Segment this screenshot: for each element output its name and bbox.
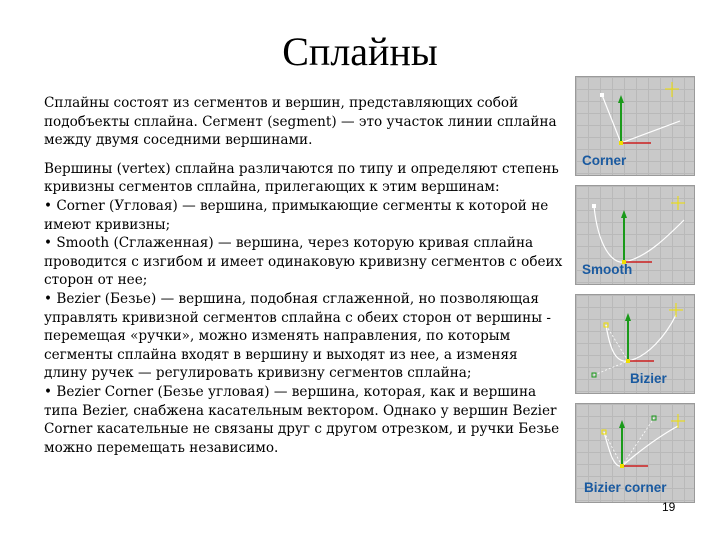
bezier-corner-label: Bizier corner <box>584 480 667 495</box>
slide-title: Сплайны <box>282 29 438 74</box>
bullet-bezier-corner: • Bezier Corner (Безье угловая) — вершина, которая, как и вершина типа Bezier, снабжена касательным вектором. Однако у вершин Bezier Corner касательные не связаны друг с другом отрезком, и ручки Безье можно перемещать независимо. <box>44 383 560 456</box>
bullet-corner: • Corner (Угловая) — вершина, примыкающие сегменты к которой не имеют кривизны; <box>44 197 549 233</box>
vertices-intro: Вершины (vertex) сплайна различаются по типу и определяют степень кривизны сегментов сплайна, прилегающих к этим вершинам: <box>44 160 559 196</box>
bezier-label: Bizier <box>630 371 667 386</box>
bezier-corner-vertex-illustration <box>575 403 695 503</box>
bullet-bezier: • Bezier (Безье) — вершина, подобная сглаженной, но позволяющая управлять кривизной сегментов сплайна с обеих сторон от вершины - перемещая «ручки», можно изменять направления, по которым сегменты сплайна входят в вершину и выходят из нее, а изменяя длину ручек — регулировать кривизну сегментов сплайна; <box>44 290 551 382</box>
smooth-vertex-illustration <box>575 185 695 285</box>
paragraph-splines: Сплайны состоят из сегментов и вершин, представляющих собой подобъекты сплайна. Сегмент (segment) — это участок линии сплайна между двумя соседними вершинами. <box>44 95 557 149</box>
bullet-smooth: • Smooth (Сглаженная) — вершина, через которую кривая сплайна проводится с изгибом и имеет одинаковую кривизну сегментов с обеих сторон от нее; <box>44 235 563 289</box>
corner-vertex-illustration <box>575 76 695 176</box>
paragraph-vertices <box>44 160 564 458</box>
body-text <box>44 94 564 457</box>
page-number: 19 <box>662 500 676 514</box>
corner-label: Corner <box>582 153 627 168</box>
bezier-vertex-illustration <box>575 294 695 394</box>
smooth-label: Smooth <box>582 262 633 277</box>
